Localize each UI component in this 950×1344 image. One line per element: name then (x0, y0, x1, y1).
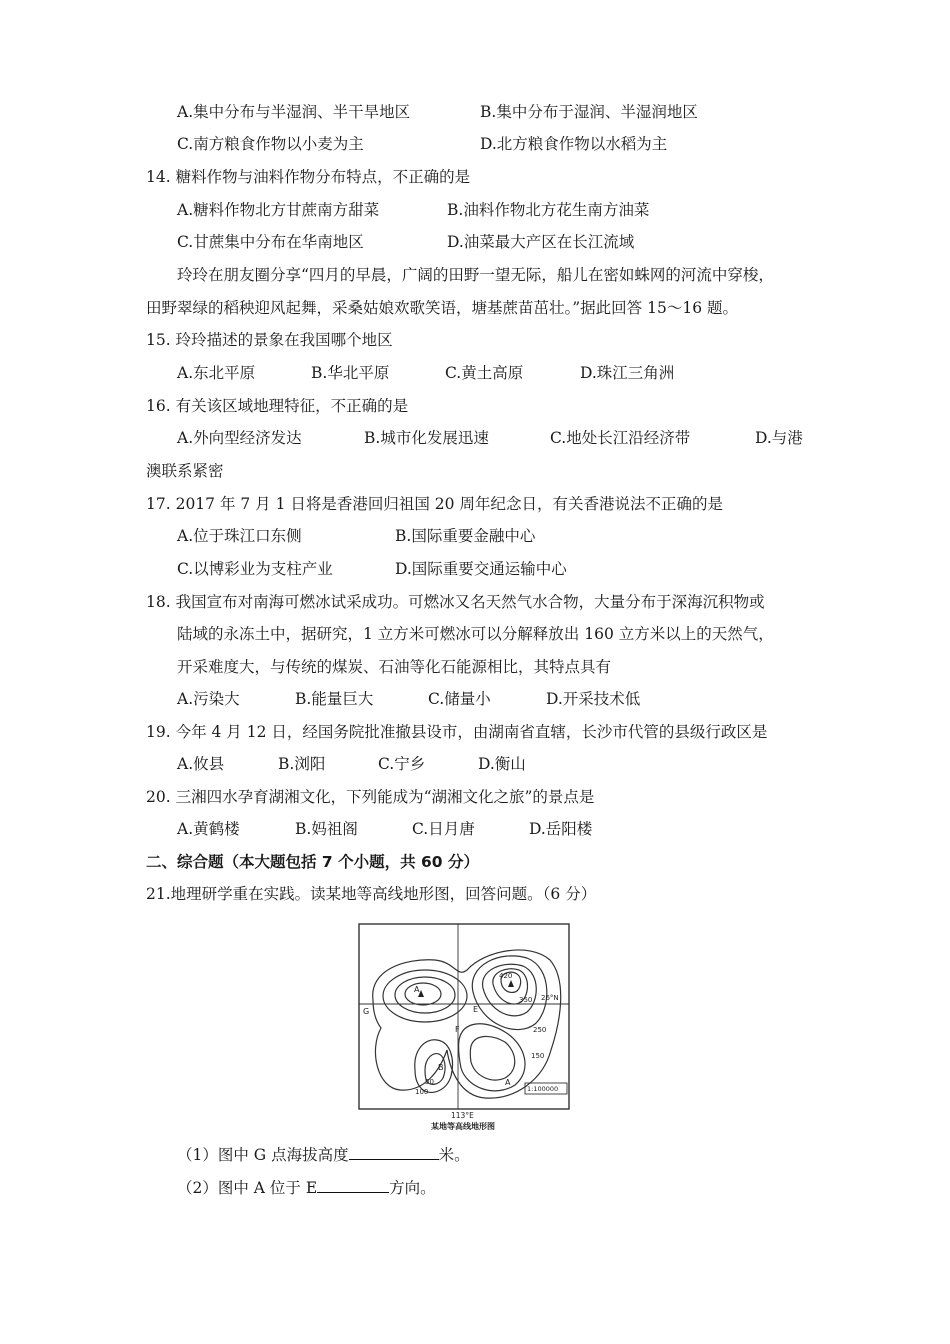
q13-option-a: A.集中分布与半湿润、半干旱地区 (177, 103, 411, 121)
q14-option-c: C.甘蔗集中分布在华南地区 (177, 233, 364, 251)
q20-option-c: C.日月唐 (412, 820, 475, 838)
latitude-label: 26°N (541, 994, 559, 1002)
q15-option-a: A.东北平原 (177, 364, 256, 382)
map-label-a-peak: A (414, 985, 420, 994)
passage-line-2: 田野翠绿的稻秧迎风起舞，采桑姑娘欢歌笑语，塘基蔗苗茁壮。”据此回答 15～16 题。 (146, 299, 738, 317)
contour-label-420: 420 (499, 972, 513, 980)
contour-label-150: 150 (531, 1052, 545, 1060)
q19-option-a: A.攸县 (177, 755, 225, 773)
map-caption: 某地等高线地形图 (431, 1122, 495, 1131)
q14-option-d: D.油菜最大产区在长江流域 (447, 233, 635, 251)
q17-option-b: B.国际重要金融中心 (395, 527, 536, 545)
q14-option-b: B.油料作物北方花生南方油菜 (447, 201, 650, 219)
map-label-a: A (505, 1078, 511, 1087)
q17-stem: 17. 2017 年 7 月 1 日将是香港回归祖国 20 周年纪念日，有关香港说法不正确的是 (146, 495, 723, 513)
contour-left-3 (405, 983, 441, 1005)
answer-blank-2[interactable] (317, 1176, 389, 1193)
contour-label-250: 250 (533, 1026, 547, 1034)
q18-option-c: C.储量小 (428, 690, 491, 708)
q21-sub-1-text: （1）图中 G 点海拔高度 (177, 1146, 349, 1164)
q18-stem-line-2: 陆域的永冻土中，据研究，1 立方米可燃冰可以分解释放出 160 立方米以上的天然气， (177, 625, 774, 643)
contour-map (355, 920, 580, 1132)
scale-label: 1:100000 (527, 1085, 559, 1093)
q20-stem: 20. 三湘四水孕育湖湘文化，下列能成为“湖湘文化之旅”的景点是 (146, 788, 595, 806)
q17-option-c: C.以博彩业为支柱产业 (177, 560, 333, 578)
contour-label-100: 100 (415, 1088, 429, 1096)
q18-stem-line-1: 18. 我国宣布对南海可燃冰试采成功。可燃冰又名天然气水合物，大量分布于深海沉积物或 (146, 593, 765, 611)
contour-left-2 (395, 977, 455, 1013)
q21-sub-2 (177, 1176, 436, 1198)
q20-option-b: B.妈祖阁 (295, 820, 358, 838)
longitude-label: 113°E (451, 1111, 474, 1120)
q20-option-a: A.黄鹤楼 (177, 820, 240, 838)
map-label-g: G (363, 1007, 370, 1016)
map-label-e: E (473, 1005, 479, 1014)
q15-option-d: D.珠江三角洲 (580, 364, 675, 382)
q21-stem: 21.地理研学重在实践。读某地等高线地形图，回答问题。（6 分） (146, 885, 597, 903)
q16-option-d-continued: 澳联系紧密 (146, 462, 224, 480)
contour-outer (373, 950, 561, 1098)
map-label-b: B (438, 1063, 444, 1072)
q18-option-d: D.开采技术低 (546, 690, 641, 708)
q21-sub-2-text: （2）图中 A 位于 E (177, 1179, 318, 1197)
q15-stem: 15. 玲玲描述的景象在我国哪个地区 (146, 331, 393, 349)
q13-option-b: B.集中分布于湿润、半湿润地区 (480, 103, 698, 121)
q20-option-d: D.岳阳楼 (529, 820, 593, 838)
q16-option-a: A.外向型经济发达 (177, 429, 302, 447)
q19-option-d: D.衡山 (478, 755, 526, 773)
q19-option-b: B.浏阳 (278, 755, 326, 773)
q15-option-c: C.黄土高原 (445, 364, 524, 382)
map-frame (359, 924, 569, 1109)
section-heading: 二、综合题（本大题包括 7 个小题，共 60 分） (146, 853, 479, 871)
q17-option-d: D.国际重要交通运输中心 (395, 560, 567, 578)
peak-marker-right (508, 980, 514, 987)
q21-sub-1-unit: 米。 (438, 1146, 470, 1164)
q14-option-a: A.糖料作物北方甘蔗南方甜菜 (177, 201, 380, 219)
q18-option-a: A.污染大 (177, 690, 240, 708)
q21-sub-2-suffix: 方向。 (389, 1179, 436, 1197)
passage-line-1: 玲玲在朋友圈分享“四月的早晨，广阔的田野一望无际，船儿在密如蛛网的河流中穿梭， (177, 266, 774, 284)
q21-sub-1 (177, 1143, 470, 1165)
q18-stem-line-3: 开采难度大，与传统的煤炭、石油等化石能源相比，其特点具有 (177, 658, 612, 676)
contour-map-figure (355, 920, 580, 1132)
q19-stem: 19. 今年 4 月 12 日，经国务院批准撤县设市，由湖南省直辖，长沙市代管的县级行政区是 (146, 723, 768, 741)
q16-stem: 16. 有关该区域地理特征，不正确的是 (146, 397, 409, 415)
q14-stem: 14. 糖料作物与油料作物分布特点，不正确的是 (146, 168, 471, 186)
q13-option-c: C.南方粮食作物以小麦为主 (177, 135, 364, 153)
contour-label-350: 350 (519, 996, 533, 1004)
q16-option-c: C.地处长江沿经济带 (550, 429, 691, 447)
contour-lower-right-2 (470, 1036, 515, 1080)
map-label-f: F (455, 1025, 460, 1034)
q18-option-b: B.能量巨大 (295, 690, 374, 708)
q13-option-d: D.北方粮食作物以水稻为主 (480, 135, 668, 153)
contour-lower-right-1 (459, 1024, 525, 1091)
q16-option-d: D.与港 (755, 429, 803, 447)
q19-option-c: C.宁乡 (378, 755, 426, 773)
q17-option-a: A.位于珠江口东侧 (177, 527, 302, 545)
answer-blank-1[interactable] (349, 1143, 439, 1160)
contour-label-50: 50 (425, 1078, 434, 1086)
q15-option-b: B.华北平原 (311, 364, 390, 382)
q16-option-b: B.城市化发展迅速 (364, 429, 489, 447)
